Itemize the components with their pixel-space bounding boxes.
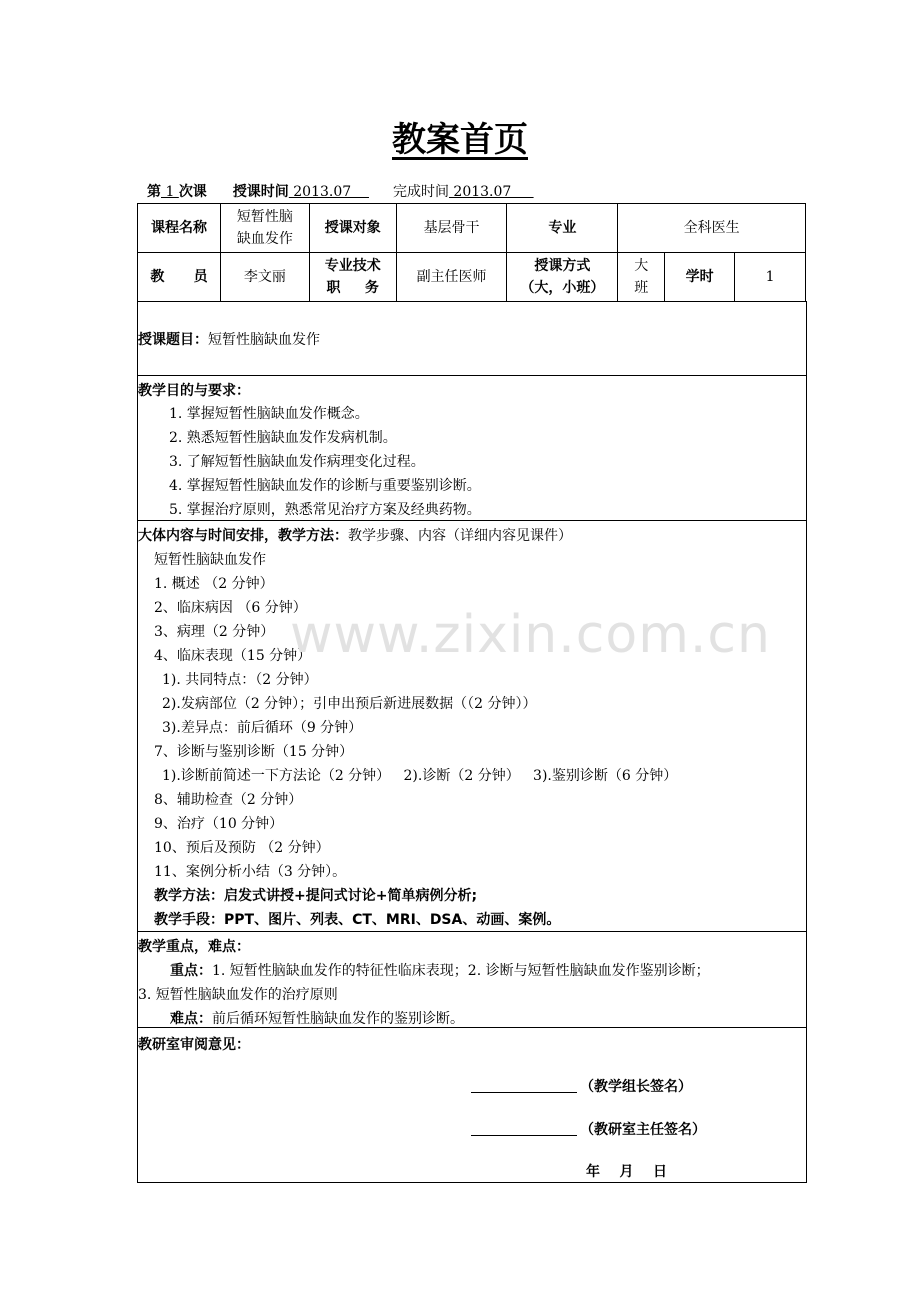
finish-time: 2013.07 — [448, 184, 534, 200]
teaching-mode-label: 授课方式 （大，小班） — [507, 253, 618, 302]
topic-label: 授课题目： — [138, 332, 208, 348]
content-line: 2).发病部位（2 分钟）；引申出预后新进展数据（（2 分钟）） — [162, 696, 537, 712]
signature-line — [471, 1135, 577, 1136]
difficulty-text: 前后循环短暂性脑缺血发作的鉴别诊断。 — [212, 1011, 464, 1027]
review-date: 年 月 日 — [586, 1164, 667, 1180]
objective-item: 1. 掌握短暂性脑缺血发作概念。 — [169, 406, 369, 422]
content-line: 3、病理（2 分钟） — [154, 624, 275, 640]
teaching-means: 教学手段：PPT、图片、列表、CT、MRI、DSA、动画、案例。 — [154, 912, 561, 928]
keypoints-section — [137, 932, 807, 1028]
content-line: 1). 共同特点：（2 分钟） — [162, 672, 318, 688]
teacher-label: 教 员 — [138, 253, 221, 302]
group-leader-signature: （教学组长签名） — [580, 1079, 692, 1095]
watermark: www.zixin.com.cn — [290, 605, 771, 665]
director-signature: （教研室主任签名） — [580, 1122, 706, 1138]
teacher: 李文丽 — [220, 253, 309, 302]
course-name: 短暂性脑 缺血发作 — [220, 204, 309, 253]
professional-title-label: 专业技术 职 务 — [309, 253, 396, 302]
content-label: 大体内容与时间安排，教学方法： — [138, 528, 348, 544]
objective-item: 2. 熟悉短暂性脑缺血发作发病机制。 — [169, 430, 397, 446]
content-line: 2、临床病因 （6 分钟） — [154, 600, 307, 616]
objective-item: 5. 掌握治疗原则，熟悉常见治疗方案及经典药物。 — [169, 502, 481, 518]
signature-line — [471, 1092, 577, 1093]
content-line: 9、治疗（10 分钟） — [154, 816, 284, 832]
teach-time: 2013.07 — [288, 184, 369, 200]
key-text-2: 3. 短暂性脑缺血发作的治疗原则 — [138, 987, 338, 1003]
content-line: 短暂性脑缺血发作 — [154, 552, 266, 568]
course-name-label: 课程名称 — [138, 204, 221, 253]
content-line: 1).诊断前简述一下方法论（2 分钟） 2).诊断（2 分钟） 3).鉴别诊断（6 分钟） — [162, 768, 678, 784]
review-label: 教研室审阅意见： — [138, 1037, 250, 1053]
page-title: 教案首页 — [392, 120, 528, 160]
course-info-table — [137, 203, 806, 302]
professional-title: 副主任医师 — [396, 253, 507, 302]
teaching-method: 教学方法：启发式讲授+提问式讨论+简单病例分析; — [154, 888, 478, 904]
content-line: 1. 概述 （2 分钟） — [154, 576, 274, 592]
content-line: 4、临床表现（15 分钟） — [154, 648, 312, 664]
content-line: 11、案例分析小结（3 分钟）。 — [154, 864, 347, 880]
content-line: 7、诊断与鉴别诊断（15 分钟） — [154, 744, 354, 760]
major-label: 专业 — [507, 204, 618, 253]
hours-label: 学时 — [665, 253, 735, 302]
objectives-label: 教学目的与要求： — [138, 383, 250, 399]
content-line: 10、预后及预防 （2 分钟） — [154, 840, 330, 856]
key-text: 1. 短暂性脑缺血发作的特征性临床表现；2. 诊断与短暂性脑缺血发作鉴别诊断； — [212, 963, 710, 979]
lesson-header: 第 1 次课 授课时间 2013.07 完成时间 2013.07 — [147, 184, 534, 200]
objective-item: 4. 掌握短暂性脑缺血发作的诊断与重要鉴别诊断。 — [169, 478, 481, 494]
objectives-section — [137, 376, 807, 521]
difficulty-label: 难点： — [170, 1011, 212, 1027]
topic-value: 短暂性脑缺血发作 — [208, 332, 320, 348]
key-label: 重点： — [170, 963, 212, 979]
audience: 基层骨干 — [396, 204, 507, 253]
objective-item: 3. 了解短暂性脑缺血发作病理变化过程。 — [169, 454, 425, 470]
major: 全科医生 — [618, 204, 806, 253]
topic-section — [137, 301, 807, 376]
review-section — [137, 1028, 807, 1183]
keypoints-label: 教学重点，难点： — [138, 939, 250, 955]
hours: 1 — [735, 253, 806, 302]
audience-label: 授课对象 — [309, 204, 396, 253]
content-line: 3).差异点：前后循环（9 分钟） — [162, 720, 363, 736]
content-line: 8、辅助检查（2 分钟） — [154, 792, 303, 808]
teaching-mode: 大 班 — [618, 253, 665, 302]
content-section: 大体内容与时间安排，教学方法：教学步骤、内容（详细内容见课件） 短暂性脑缺血发作 1. 概述 （2 分钟） 2、临床病因 （6 分钟） 3、病理（2 分钟） 4、临床表现（15 分钟） 1). 共同特点：（2 分钟） 2).发病部位（2 分钟）；引申出预后新进展数据（（2 分钟）） 3).差异点：前后循环（9 分钟） 7、诊断与鉴别诊断（15 分钟） 1).诊断前简述一下方法论（2 分钟） 2).诊断（2 分钟） 3).鉴别诊断（6 分钟） 8、辅助检查（2 分钟） 9、治疗（10 分钟） 10、预后及预防 （2 分钟） 11、案例分析小结（3 分钟）。 教学方法：启发式讲授+提问式讨论+简单病例分析; 教学手段：PPT、图片、列表、CT、MRI、DSA、动画、案例。 — [137, 521, 807, 932]
